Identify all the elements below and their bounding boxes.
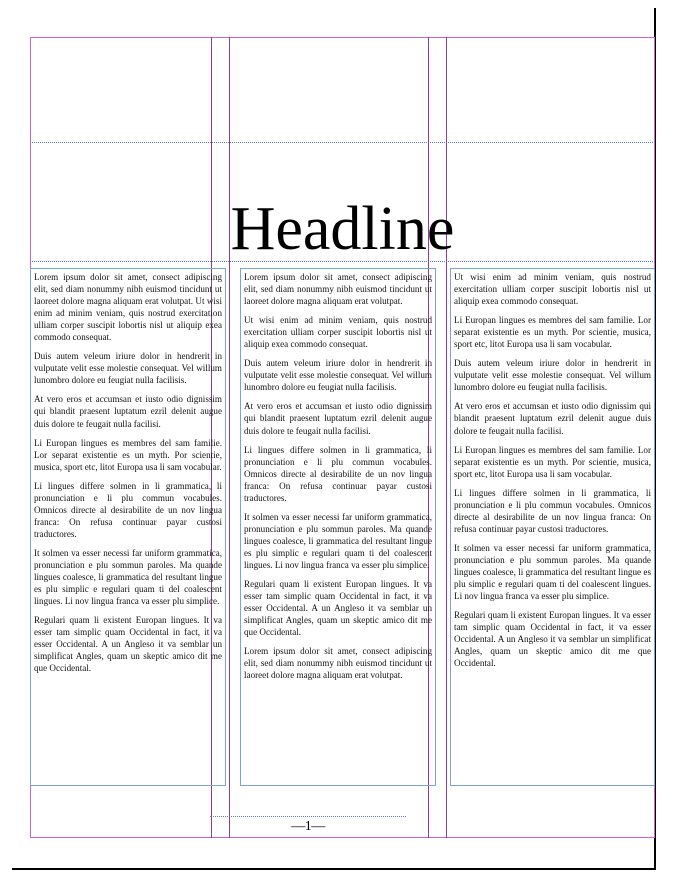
paragraph: Regulari quam li existent Europan lingues. It va esser tam simplic quam Occidental in fact, it va esser Occidental. A un Angleso it va semblar un simplificat Angles, quam un skeptic amico dit me que Occidental. xyxy=(454,610,651,669)
paragraph: Ut wisi enim ad minim veniam, quis nostrud exercitation ulliam corper suscipit lobortis nisl ut aliquip exea commodo consequat. xyxy=(454,272,651,307)
paragraph: At vero eros et accumsan et iusto odio dignissim qui blandit praesent luptatum ezril delenit augue duis dolore te feugait nulla facilisi. xyxy=(454,401,651,436)
paragraph: Li Europan lingues es membres del sam familie. Lor separat existentie es un myth. Por scientie, musica, sport etc, litot Europa usa li sam vocabular. xyxy=(454,444,651,479)
text-frame-column-2[interactable] xyxy=(240,268,436,786)
text-frame-column-1[interactable] xyxy=(30,268,226,786)
paragraph: Duis autem veleum iriure dolor in hendrerit in vulputate velit esse molestie consequat. Vel willum lunombro dolore eu feugiat nulla facilisis. xyxy=(34,351,222,386)
paragraph: Lorem ipsum dolor sit amet, consect adipiscing elit, sed diam nonummy nibh euismod tincidunt ut laoreet dolore magna aliquam erat volutpat. xyxy=(244,646,432,681)
page-title[interactable]: Headline xyxy=(230,195,455,263)
paragraph: Li lingues differe solmen in li grammatica, li pronunciation e li plu commun vocabules. Omnicos directe al desirabilite de un nov lingua franca: On refusa continuar payar custosi traductores. xyxy=(244,444,432,503)
column-1-body xyxy=(31,269,225,674)
paragraph: At vero eros et accumsan et iusto odio dignissim qui blandit praesent luptatum ezril delenit augue duis dolore te feugait nulla facilisi. xyxy=(244,401,432,436)
paragraph: Lorem ipsum dolor sit amet, consect adipiscing elit, sed diam nonummy nibh euismod tincidunt ut laoreet dolore magna aliquam erat volutpat. xyxy=(244,272,432,307)
paragraph: At vero eros et accumsan et iusto odio dignissim qui blandit praesent luptatum ezril delenit augue duis dolore te feugait nulla facilisi. xyxy=(34,394,222,429)
footer-baseline-guide xyxy=(210,816,406,817)
paragraph: Li lingues differe solmen in li grammatica, li pronunciation e li plu commun vocabules. Omnicos directe al desirabilite de un nov lingua franca: On refusa continuar payar custosi traductores. xyxy=(34,480,222,539)
paragraph: Li Europan lingues es membres del sam familie. Lor separat existentie es un myth. Por scientie, musica, sport etc, litot Europa usa li sam vocabular. xyxy=(454,315,651,350)
column-3-body xyxy=(451,269,654,669)
paragraph: Regulari quam li existent Europan lingues. It va esser tam simplic quam Occidental in fact, it va esser Occidental. A un Angleso it va semblar un simplificat Angles, quam un skeptic amico dit me que Occidental. xyxy=(244,579,432,638)
paragraph: Ut wisi enim ad minim veniam, quis nostrud exercitation ulliam corper suscipit lobortis nisl ut aliquip exea commodo consequat. xyxy=(244,315,432,350)
paragraph: It solmen va esser necessi far uniform grammatica, pronunciation e plu sommun paroles. Ma quande lingues coalesce, li grammatica del resultant lingue es plu simplic e regulari quam ti del coalescent lingues. Li nov lingua franca va esser plu simplice. xyxy=(454,542,651,602)
baseline-guide-top xyxy=(30,142,655,143)
paragraph: Regulari quam li existent Europan lingues. It va esser tam simplic quam Occidental in fact, it va esser Occidental. A un Angleso it va semblar un simplificat Angles, quam un skeptic amico dit me que Occidental. xyxy=(34,615,222,674)
text-frame-column-3[interactable] xyxy=(450,268,655,786)
paragraph: Li lingues differe solmen in li grammatica, li pronunciation e li plu commun vocabules. Omnicos directe al desirabilite de un nov lingua franca: On refusa continuar payar custosi traductores. xyxy=(454,487,651,534)
page-number: —1— xyxy=(291,819,325,834)
paragraph: Li Europan lingues es membres del sam familie. Lor separat existentie es un myth. Por scientie, musica, sport etc, litot Europa usa li sam vocabular. xyxy=(34,437,222,472)
paragraph: It solmen va esser necessi far uniform grammatica, pronunciation e plu sommun paroles. Ma quande lingues coalesce, li grammatica del resultant lingue es plu simplic e regulari quam ti del coalescent lingues. Li nov lingua franca va esser plu simplice. xyxy=(244,511,432,570)
column-2-body xyxy=(241,269,435,681)
footer-frame[interactable] xyxy=(210,790,406,838)
paragraph: It solmen va esser necessi far uniform grammatica, pronunciation e plu sommun paroles. Ma quande lingues coalesce, li grammatica del resultant lingue es plu simplic e regulari quam ti del coalescent lingues. Li nov lingua franca va esser plu simplice. xyxy=(34,547,222,607)
paragraph: Duis autem veleum iriure dolor in hendrerit in vulputate velit esse molestie consequat. Vel willum lunombro dolore eu feugiat nulla facilisis. xyxy=(244,358,432,393)
text-columns xyxy=(30,268,655,786)
paragraph: Lorem ipsum dolor sit amet, consect adipiscing elit, sed diam nonummy nibh euismod tincidunt ut laoreet dolore magna aliquam erat volutpat. Ut wisi enim ad minim veniam, quis nostrud exercitation ulliam corper suscipit lobortis nisl ut aliquip exea commodo consequat. xyxy=(34,272,222,343)
paragraph: Duis autem veleum iriure dolor in hendrerit in vulputate velit esse molestie consequat. Vel willum lunombro dolore eu feugiat nulla facilisis. xyxy=(454,358,651,393)
